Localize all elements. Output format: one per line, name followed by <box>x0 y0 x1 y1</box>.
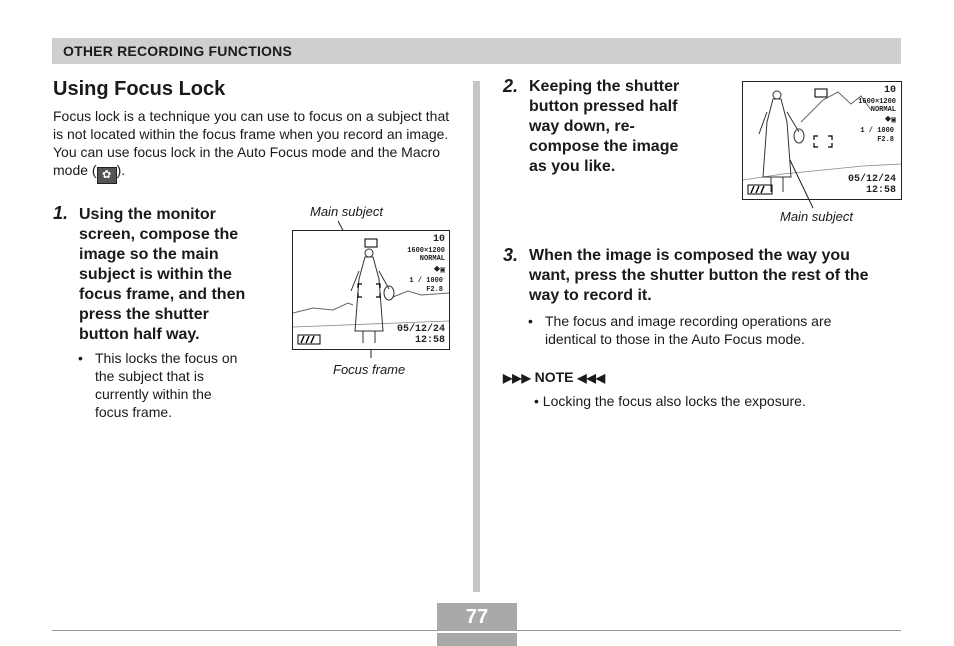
page-number: 77 <box>437 603 517 631</box>
figure-1-date: 05/12/24 <box>396 324 445 335</box>
page-number-box <box>437 603 517 645</box>
figure-2-af-icon: ⯁▣ <box>884 116 896 125</box>
step-1-line: screen, compose the <box>79 226 239 243</box>
bullet-line: This locks the focus on <box>95 350 238 366</box>
step-2-line: Keeping the shutter <box>529 78 680 95</box>
figure-1-caption-main-subject: Main subject <box>310 204 383 219</box>
figure-1-af-icon: ⯁▣ <box>433 266 445 275</box>
figure-1-caption-focus-frame: Focus frame <box>333 362 406 377</box>
page-number-strip <box>437 633 517 646</box>
step-3-text <box>529 246 869 306</box>
step-2-line: as you like. <box>529 158 616 175</box>
bullet-line: The focus and image recording operations are <box>545 313 832 329</box>
figure-1-aperture: F2.8 <box>426 286 443 294</box>
figure-1-time: 12:58 <box>414 335 445 346</box>
figure-2-shutter-speed: 1 / 1000 <box>860 127 894 135</box>
step-2-text <box>529 77 679 177</box>
note-label: NOTE <box>534 369 574 385</box>
note-right-arrows-icon: ◀◀◀ <box>577 371 606 385</box>
step-1-number: 1. <box>53 203 69 223</box>
figure-1-monitor-screen <box>292 230 450 350</box>
macro-flower-icon: ✿ <box>97 167 117 184</box>
step-1-line: Using the monitor <box>79 206 216 223</box>
step-2-line: compose the image <box>529 138 679 155</box>
step-3-line: When the image is composed the way you <box>529 247 850 264</box>
figure-2-time: 12:58 <box>865 185 896 196</box>
intro-text: Focus lock is a technique you can use to focus on a subject that is not located within the focus frame when you record an image. You can use focus lock in the Auto Focus mode and the Macro mode ( <box>53 108 450 178</box>
figure-2-aperture: F2.8 <box>877 136 894 144</box>
figure-2-leader-line <box>785 158 825 214</box>
intro-text-end: ). <box>116 162 126 178</box>
bullet-dot: • <box>78 350 83 366</box>
figure-1-shutter-speed: 1 / 1000 <box>409 277 443 285</box>
step-3-bullet <box>528 312 888 348</box>
step-2-line: button pressed half <box>529 98 678 115</box>
figure-2-caption-main-subject: Main subject <box>780 209 853 224</box>
step-1-line: subject is within the <box>79 266 232 283</box>
figure-2-date: 05/12/24 <box>847 174 896 185</box>
figure-2-quality: NORMAL <box>870 106 896 114</box>
figure-2-shots-remaining: 10 <box>883 85 896 96</box>
step-1-line: image so the main <box>79 246 219 263</box>
step-1-line: button half way. <box>79 326 200 343</box>
figure-1-shots-remaining: 10 <box>432 234 445 245</box>
bullet-line: the subject that is <box>95 368 204 384</box>
bullet-line: currently within the <box>95 386 212 402</box>
bullet-line: focus frame. <box>95 404 173 420</box>
note-heading <box>503 369 605 385</box>
section-header <box>52 38 901 64</box>
figure-1-quality: NORMAL <box>419 255 445 263</box>
column-divider <box>473 81 480 592</box>
note-left-arrows-icon: ▶▶▶ <box>503 371 531 385</box>
step-1-bullet <box>78 349 268 421</box>
step-2-number: 2. <box>503 76 519 96</box>
step-3-line: want, press the shutter button the rest of the <box>529 267 869 284</box>
intro-paragraph <box>53 107 458 184</box>
step-1-line: focus frame, and then <box>79 286 246 303</box>
step-3-line: way to record it. <box>529 287 652 304</box>
step-1-text <box>79 205 245 345</box>
note-bullet: • Locking the focus also locks the exposure. <box>534 393 806 409</box>
page-title: Using Focus Lock <box>53 78 226 100</box>
section-header-text: OTHER RECORDING FUNCTIONS <box>63 43 292 59</box>
figure-2-image-size: 1600×1200 <box>858 98 896 106</box>
step-3-number: 3. <box>503 245 519 265</box>
figure-1-image-size: 1600×1200 <box>407 247 445 255</box>
bullet-dot: • <box>528 313 533 329</box>
bullet-line: identical to those in the Auto Focus mode. <box>545 331 805 347</box>
step-2-line: way down, re- <box>529 118 635 135</box>
step-1-line: press the shutter <box>79 306 209 323</box>
